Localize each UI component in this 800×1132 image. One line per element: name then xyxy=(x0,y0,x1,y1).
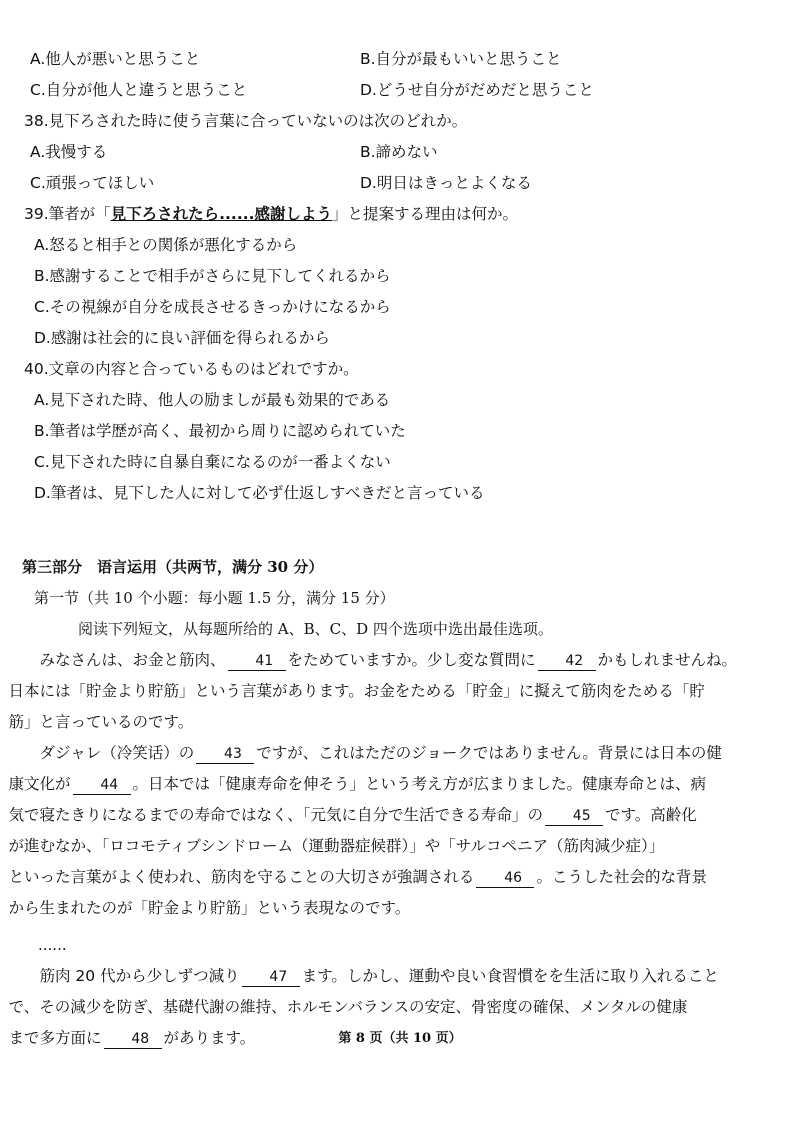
part3-section1-heading: 第一节（共 10 个小题：每小题 1.5 分，满分 15 分） xyxy=(34,589,395,607)
blank-42: 42 xyxy=(538,652,596,671)
passage-paragraph-2 xyxy=(8,738,772,924)
q37-option-c: C.自分が他人と違うと思うこと xyxy=(30,81,248,99)
p2-text-g: が進むなか、「ロコモティブシンドローム（運動器症候群）」や「サルコペニア（筋肉減少症）」 xyxy=(8,837,665,855)
p2-text-d: 。日本では「健康寿命を伸そう」という考え方が広まりました。健康寿命とは、病 xyxy=(132,775,707,793)
blank-45: 45 xyxy=(545,807,603,826)
q37-options-row-1 xyxy=(30,44,782,75)
q38-options-row-2 xyxy=(30,168,782,199)
q37-options-row-2 xyxy=(30,75,782,106)
p1-line-2: 日本には「貯金より貯筋」という言葉があります。お金をためる「貯金」に擬えて筋肉をためる「貯 xyxy=(8,682,705,700)
p2-text-j: から生まれたのが「貯金より貯筋」という表現なのです。 xyxy=(8,899,411,917)
q38-option-a: A.我慢する xyxy=(30,143,108,161)
q39-option-d: D.感謝は社会的に良い評価を得られるから xyxy=(34,329,330,347)
p1-line-3: 筋」と言っているのです。 xyxy=(8,713,194,731)
q40-option-b: B.筆者は学歴が高く、最初から周りに認められていた xyxy=(34,422,406,440)
q40-option-d: D.筆者は、見下した人に対して必ず仕返しすべきだと言っている xyxy=(34,484,485,502)
q39-stem-suffix: 」と提案する理由は何か。 xyxy=(332,205,519,223)
q37-option-b: B.自分が最もいいと思うこと xyxy=(360,50,562,68)
p2-text-i: 。こうした社会的な背景 xyxy=(536,868,707,886)
q38-option-c: C.頑張ってほしい xyxy=(30,174,155,192)
passage-ellipsis: ...... xyxy=(38,936,67,954)
p2-text-f: です。高齢化 xyxy=(604,806,697,824)
passage-paragraph-1 xyxy=(8,645,772,738)
q38-stem: 38.見下ろされた時に使う言葉に合っていないのは次のどれか。 xyxy=(24,112,468,130)
blank-43: 43 xyxy=(196,745,254,764)
part3-title: 第三部分 语言运用（共两节，满分 30 分） xyxy=(22,558,324,576)
p3-text-e: があります。 xyxy=(163,1029,256,1047)
blank-46: 46 xyxy=(476,869,534,888)
q40-stem: 40.文章の内容と合っているものはどれですか。 xyxy=(24,360,359,378)
q38-option-d: D.明日はきっとよくなる xyxy=(360,174,532,192)
q37-option-a: A.他人が悪いと思うこと xyxy=(30,50,201,68)
p3-text-b: ます。しかし、運動や良い食習慣をを生活に取り入れること xyxy=(301,967,719,985)
p1-text-b: をためていますか。少し変な質問に xyxy=(287,651,536,669)
p2-text-e: 気で寝たきりになるまでの寿命ではなく、「元気に自分で生活できる寿命」の xyxy=(8,806,543,824)
q39-stem-quote: 見下ろされたら......感謝しよう xyxy=(110,205,332,223)
blank-44: 44 xyxy=(73,776,131,795)
q39-option-a: A.怒ると相手との関係が悪化するから xyxy=(34,236,298,254)
q40-option-c: C.見下された時に自暴自棄になるのが一番よくない xyxy=(34,453,391,471)
q39-stem-prefix: 39.筆者が「 xyxy=(24,205,111,223)
q39-option-c: C.その視線が自分を成長させるきっかけになるから xyxy=(34,298,391,316)
q38-options-row-1 xyxy=(30,137,782,168)
blank-48: 48 xyxy=(104,1030,162,1049)
p2-text-h: といった言葉がよく使われ、筋肉を守ることの大切さが強調される xyxy=(8,868,475,886)
p2-text-c: 康文化が xyxy=(8,775,71,793)
p2-text-a: ダジャレ（冷笑话）の xyxy=(39,744,195,762)
p2-text-b: ですが、これはただのジョークではありません。背景には日本の健 xyxy=(256,744,722,762)
p1-text-a: みなさんは、お金と筋肉、 xyxy=(39,651,226,669)
p3-text-c: で、その減少を防ぎ、基礎代謝の維持、ホルモンバランスの安定、骨密度の確保、メンタルの健康 xyxy=(8,998,688,1016)
p1-text-c: かもしれませんね。 xyxy=(597,651,738,669)
q38-option-b: B.諦めない xyxy=(360,143,438,161)
blank-47: 47 xyxy=(242,968,300,987)
p3-text-d: まで多方面に xyxy=(8,1029,102,1047)
q37-option-d: D.どうせ自分がだめだと思うこと xyxy=(360,81,594,99)
q39-option-b: B.感謝することで相手がさらに見下してくれるから xyxy=(34,267,391,285)
page-number-footer: 第 8 页（共 10 页） xyxy=(338,1031,462,1046)
blank-41: 41 xyxy=(228,652,286,671)
q39-stem xyxy=(24,199,782,230)
part3-instruction: 阅读下列短文，从每题所给的 A、B、C、D 四个选项中选出最佳选项。 xyxy=(78,620,553,638)
p3-text-a: 筋肉 20 代から少しずつ減り xyxy=(39,967,240,985)
q40-option-a: A.見下された時、他人の励ましが最も効果的である xyxy=(34,391,391,409)
